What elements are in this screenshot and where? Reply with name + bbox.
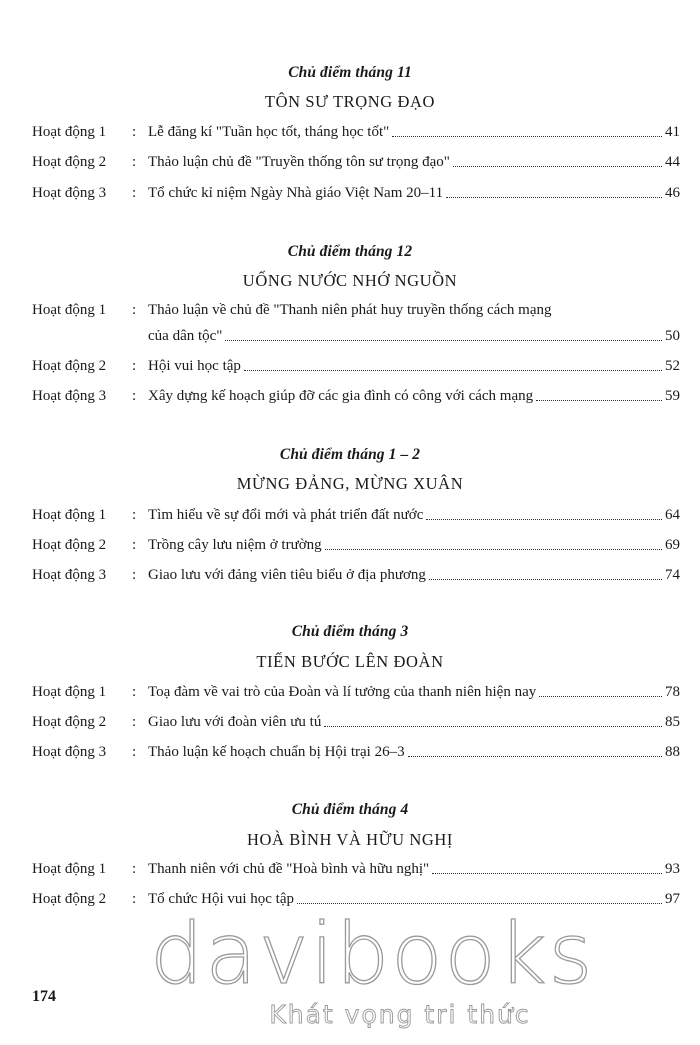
entry-page-number: 50: [665, 328, 680, 344]
entry-label: Hoạt động 1: [32, 124, 107, 140]
toc-entry[interactable]: [32, 535, 680, 555]
leader-dots: [539, 695, 662, 697]
leader-dots: [426, 518, 662, 520]
entry-title: Trồng cây lưu niệm ở trường: [148, 537, 322, 553]
entry-page-number: 41: [665, 124, 680, 140]
watermark-tagline: Khát vọng tri thức: [269, 1000, 531, 1029]
section-heading: UỐNG NƯỚC NHỚ NGUỒN: [242, 271, 458, 290]
leader-dots: [244, 369, 662, 371]
entry-page-number: 93: [665, 861, 680, 877]
entry-label: Hoạt động 1: [32, 507, 107, 523]
toc-entry[interactable]: [32, 859, 680, 879]
entry-title: Tìm hiểu về sự đổi mới và phát triển đất nước: [148, 507, 424, 523]
section-title: Chủ điểm tháng 4: [291, 801, 409, 818]
entry-colon: :: [132, 684, 137, 700]
entry-page-number: 44: [665, 154, 680, 170]
entry-label: Hoạt động 3: [32, 388, 107, 404]
entry-page-number: 97: [665, 891, 680, 907]
section-heading: TÔN SƯ TRỌNG ĐẠO: [264, 92, 436, 111]
entry-title: Thảo luận chủ đề "Truyền thống tôn sư trọng đạo": [148, 154, 450, 170]
entry-page-number: 69: [665, 537, 680, 553]
toc-entry[interactable]: [32, 505, 680, 525]
leader-dots: [536, 399, 662, 401]
section-title: Chủ điểm tháng 1 – 2: [279, 446, 421, 463]
toc-entry[interactable]: [32, 682, 680, 702]
entry-colon: :: [132, 185, 137, 201]
page-number: 174: [32, 988, 56, 1005]
toc-entry[interactable]: [32, 183, 680, 203]
leader-dots: [324, 725, 662, 727]
leader-dots: [446, 196, 662, 198]
entry-colon: :: [132, 358, 137, 374]
entry-label: Hoạt động 1: [32, 861, 107, 877]
leader-dots: [225, 339, 662, 341]
entry-title: Lễ đăng kí "Tuần học tốt, tháng học tốt": [148, 124, 390, 140]
entry-colon: :: [132, 154, 137, 170]
entry-title: Thảo luận về chủ đề "Thanh niên phát huy truyền thống cách mạng: [148, 302, 552, 318]
entry-page-number: 64: [665, 507, 680, 523]
leader-dots: [408, 755, 662, 757]
leader-dots: [325, 548, 662, 550]
entry-page-number: 78: [665, 684, 680, 700]
toc-entry[interactable]: [32, 565, 680, 585]
section-title: Chủ điểm tháng 11: [288, 64, 412, 81]
entry-title: Hội vui học tập: [148, 358, 241, 374]
section-heading: TIẾN BƯỚC LÊN ĐOÀN: [256, 652, 444, 671]
entry-colon: :: [132, 861, 137, 877]
entry-colon: :: [132, 714, 137, 730]
entry-label: Hoạt động 1: [32, 684, 107, 700]
entry-title: Thanh niên với chủ đề "Hoà bình và hữu nghị": [148, 861, 430, 877]
entry-colon: :: [132, 537, 137, 553]
entry-page-number: 88: [665, 744, 680, 760]
leader-dots: [432, 872, 662, 874]
entry-label: Hoạt động 3: [32, 744, 107, 760]
entry-colon: :: [132, 124, 137, 140]
toc-entry[interactable]: [32, 122, 680, 142]
toc-entry[interactable]: [32, 152, 680, 172]
entry-page-number: 46: [665, 185, 680, 201]
entry-colon: :: [132, 302, 137, 318]
section-title: Chủ điểm tháng 3: [291, 623, 409, 640]
leader-dots: [297, 902, 662, 904]
entry-label: Hoạt động 2: [32, 537, 107, 553]
entry-label: Hoạt động 2: [32, 358, 107, 374]
entry-page-number: 74: [665, 567, 680, 583]
entry-page-number: 59: [665, 388, 680, 404]
entry-colon: :: [132, 567, 137, 583]
entry-label: Hoạt động 2: [32, 154, 107, 170]
entry-page-number: 85: [665, 714, 680, 730]
entry-title: Thảo luận kế hoạch chuẩn bị Hội trại 26–3: [148, 744, 405, 760]
entry-colon: :: [132, 744, 137, 760]
toc-entry[interactable]: [32, 356, 680, 376]
entry-label: Hoạt động 2: [32, 891, 107, 907]
entry-label: Hoạt động 2: [32, 714, 107, 730]
entry-title: Toạ đàm về vai trò của Đoàn và lí tưởng của thanh niên hiện nay: [148, 684, 537, 700]
entry-colon: :: [132, 388, 137, 404]
entry-title: Giao lưu với đảng viên tiêu biểu ở địa phương: [148, 567, 426, 583]
entry-title: Giao lưu với đoàn viên ưu tú: [148, 714, 322, 730]
leader-dots: [392, 135, 662, 137]
section-heading: MỪNG ĐẢNG, MỪNG XUÂN: [236, 474, 464, 493]
entry-label: Hoạt động 3: [32, 567, 107, 583]
entry-label: Hoạt động 3: [32, 185, 107, 201]
entry-title: Tổ chức Hội vui học tập: [148, 891, 295, 907]
entry-colon: :: [132, 891, 137, 907]
leader-dots: [429, 578, 662, 580]
entry-title-continued: của dân tộc": [148, 328, 223, 344]
toc-entry[interactable]: [32, 300, 680, 346]
leader-dots: [453, 165, 662, 167]
entry-label: Hoạt động 1: [32, 302, 107, 318]
entry-title: Tổ chức kỉ niệm Ngày Nhà giáo Việt Nam 20–11: [148, 185, 444, 201]
section-title: Chủ điểm tháng 12: [287, 243, 413, 260]
watermark-brand: davibooks: [150, 905, 595, 1003]
section-heading: HOÀ BÌNH VÀ HỮU NGHỊ: [247, 830, 453, 849]
toc-entry[interactable]: [32, 386, 680, 406]
entry-colon: :: [132, 507, 137, 523]
toc-entry[interactable]: [32, 742, 680, 762]
toc-entry[interactable]: [32, 712, 680, 732]
entry-page-number: 52: [665, 358, 680, 374]
entry-title: Xây dựng kế hoạch giúp đỡ các gia đình có công với cách mạng: [148, 388, 534, 404]
